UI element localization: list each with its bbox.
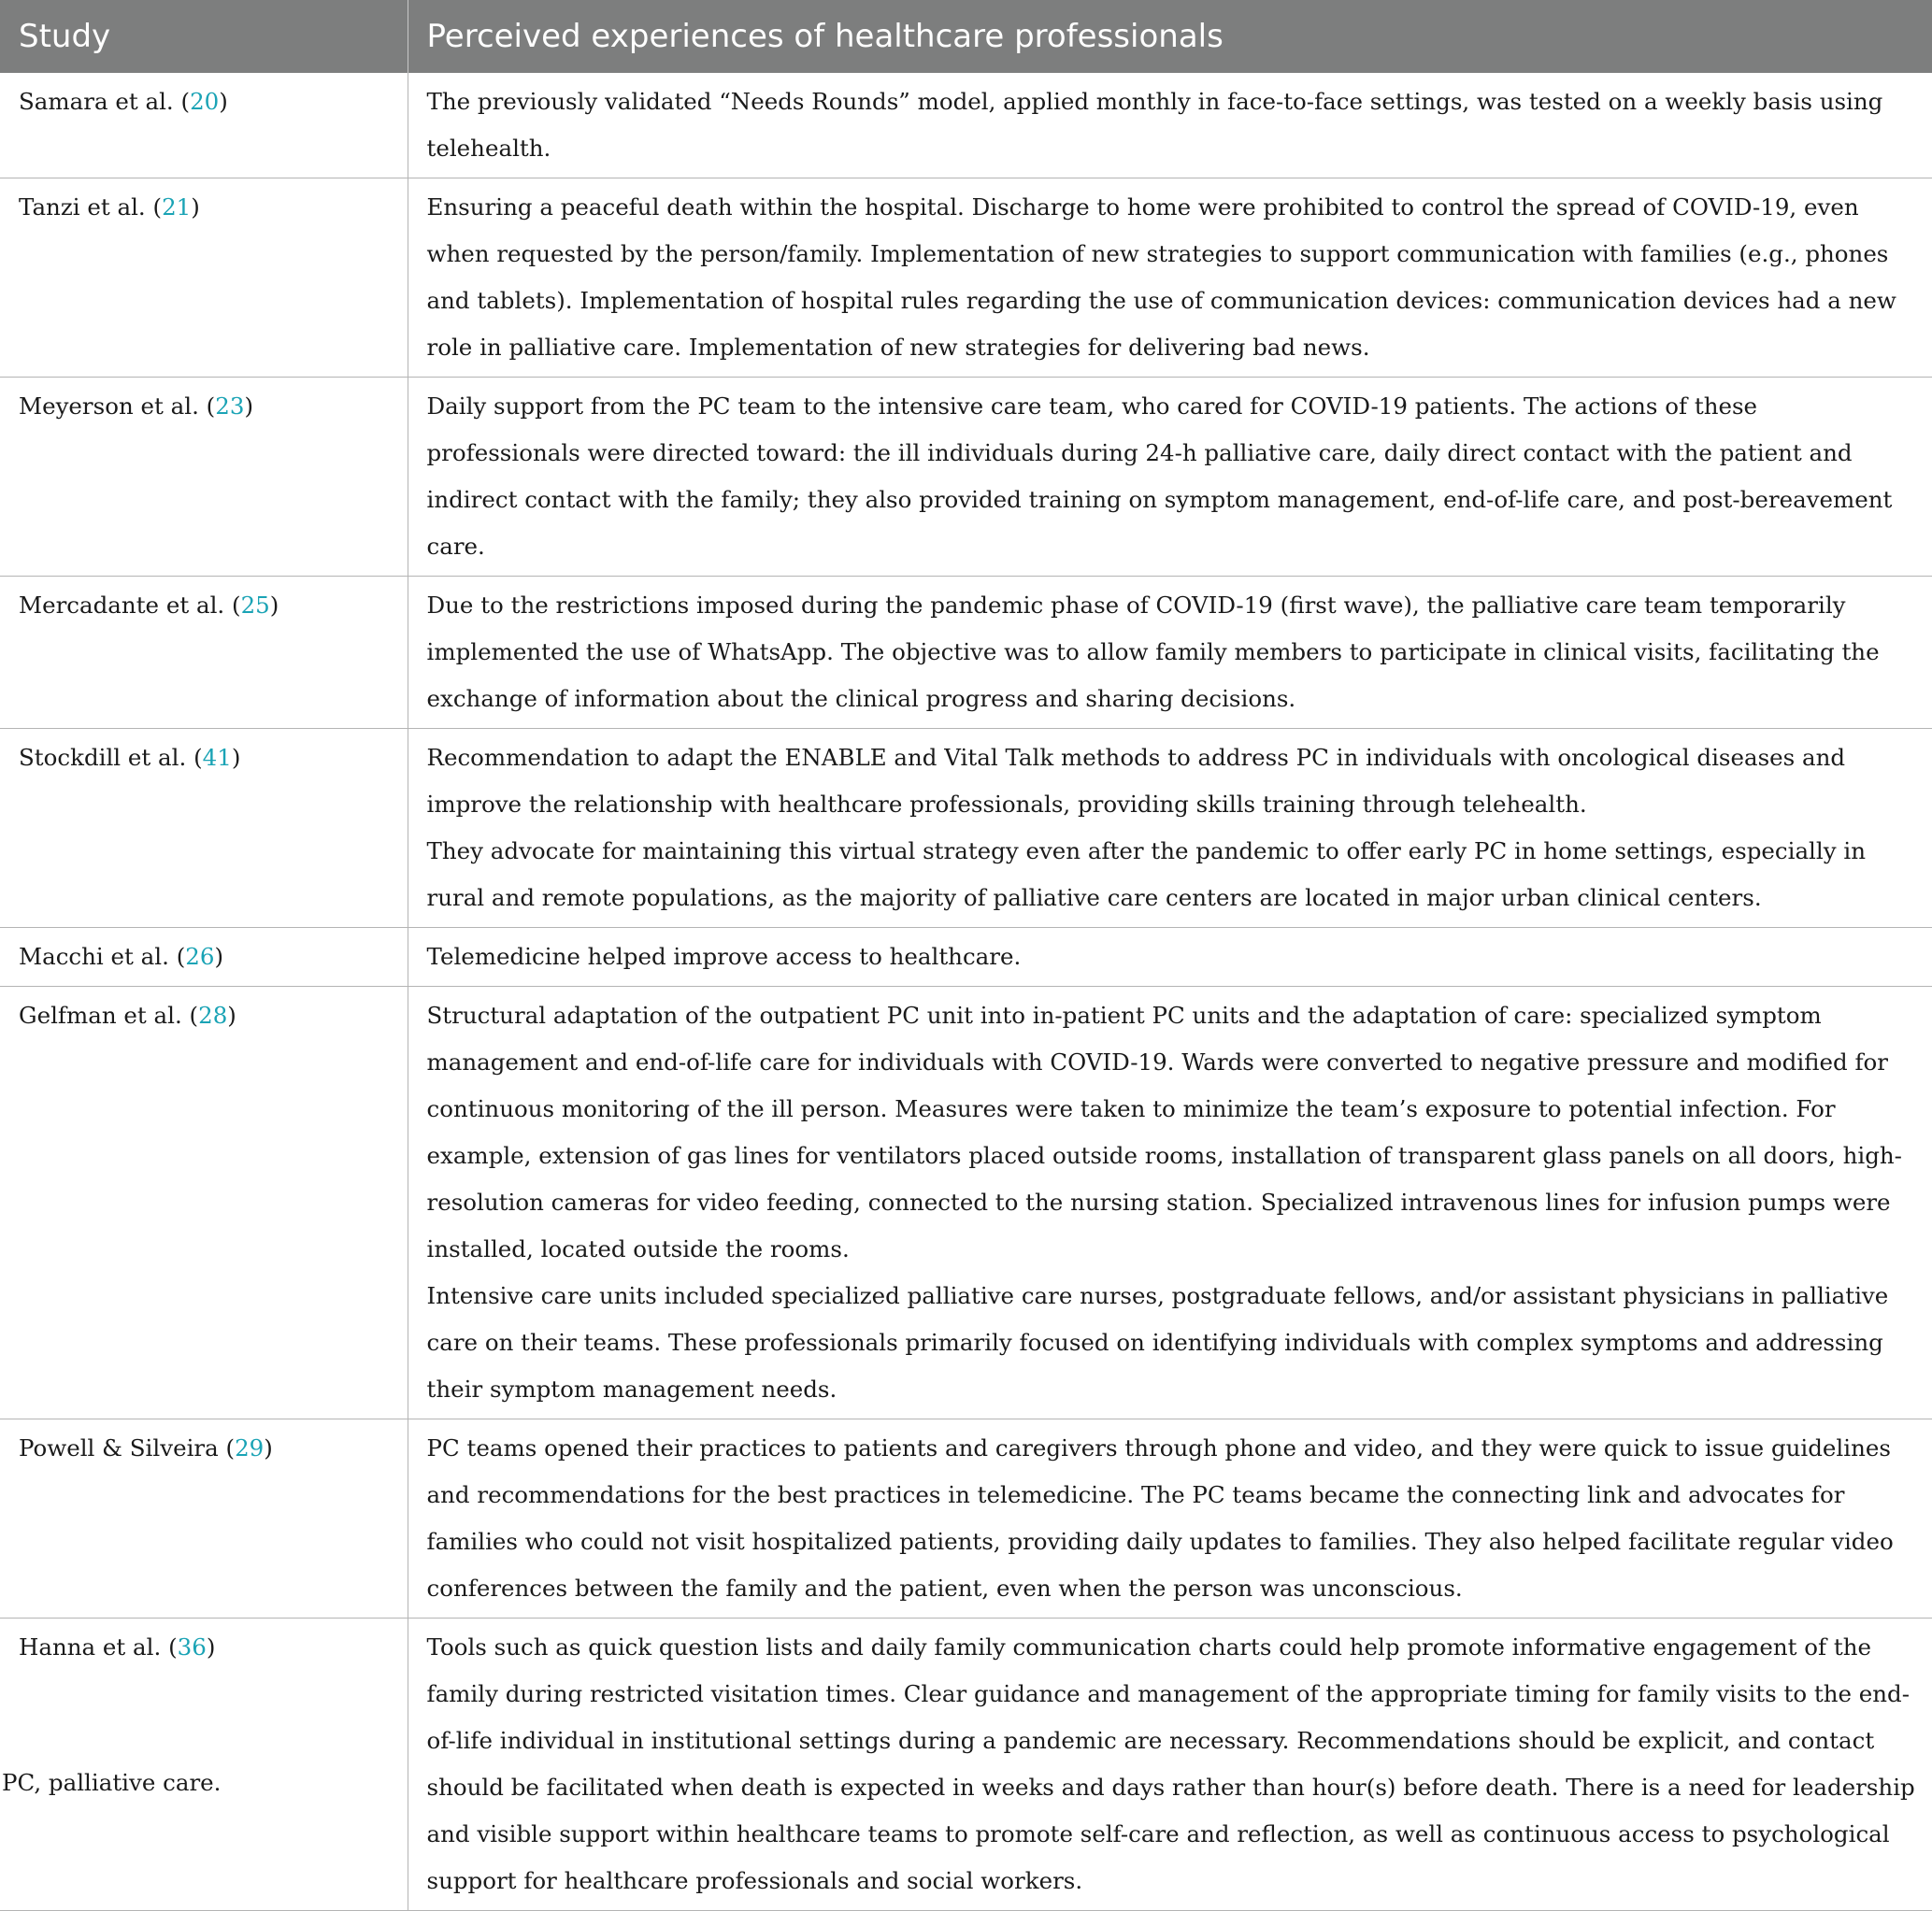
table-row [0, 729, 1932, 928]
table-row [0, 577, 1932, 729]
experience-paragraph: Daily support from the PC team to the intensive care team, who cared for COVID-19 patients. The actions of these professionals were directed toward: the ill individuals during 24-h palliative care, daily direct contact with the patient and indirect contact with the family; they also provided training on symptom management, end-of-life care, and post-bereavement care. [426, 392, 1893, 560]
table-row [0, 928, 1932, 987]
study-cell: Mercadante et al. (25) [0, 577, 408, 729]
experience-paragraph: Recommendation to adapt the ENABLE and Vital Talk methods to address PC in individuals with oncological diseases and improve the relationship with healthcare professionals, providing skills training through telehealth. [426, 744, 1846, 818]
study-author: Stockdill et al. [19, 744, 187, 771]
reference-link[interactable]: 20 [190, 88, 220, 115]
table-header [0, 0, 1932, 73]
study-author: Samara et al. [19, 88, 174, 115]
experience-paragraph: Telemedicine helped improve access to healthcare. [426, 943, 1022, 970]
experience-paragraph: They advocate for maintaining this virtual strategy even after the pandemic to offer early PC in home settings, especially in rural and remote populations, as the majority of palliative care centers are located in major urban clinical centers. [426, 837, 1866, 911]
study-author: Hanna et al. [19, 1633, 162, 1661]
reference-link[interactable]: 25 [240, 592, 270, 619]
experience-cell [408, 1419, 1932, 1619]
experience-cell [408, 987, 1932, 1419]
experience-cell [408, 577, 1932, 729]
reference-link[interactable]: 26 [185, 943, 215, 970]
study-author: Powell & Silveira [19, 1434, 219, 1462]
experience-paragraph: The previously validated “Needs Rounds” model, applied monthly in face-to-face settings, was tested on a weekly basis using telehealth. [426, 88, 1883, 162]
experience-cell [408, 378, 1932, 577]
study-cell: Macchi et al. (26) [0, 928, 408, 987]
study-cell: Hanna et al. (36) [0, 1619, 408, 1911]
table-row [0, 178, 1932, 378]
table-row [0, 1419, 1932, 1619]
study-cell: Stockdill et al. (41) [0, 729, 408, 928]
study-author: Meyerson et al. [19, 392, 199, 420]
column-header-experiences: Perceived experiences of healthcare professionals [408, 0, 1932, 73]
study-cell: Meyerson et al. (23) [0, 378, 408, 577]
experience-paragraph: Structural adaptation of the outpatient PC unit into in-patient PC units and the adaptation of care: specialized symptom management and end-of-life care for individuals with COVID-19. Wards were converted to negative pressure and modified for continuous monitoring of the ill person. Measures were taken to minimize the team’s exposure to potential infection. For example, extension of gas lines for ventilators placed outside rooms, installation of transparent glass panels on all doors, high-resolution cameras for video feeding, connected to the nursing station. Specialized intravenous lines for infusion pumps were installed, located outside the rooms. [426, 1002, 1902, 1262]
experience-cell [408, 729, 1932, 928]
study-cell: Gelfman et al. (28) [0, 987, 408, 1419]
experience-paragraph: PC teams opened their practices to patients and caregivers through phone and video, and they were quick to issue guidelines and recommendations for the best practices in telemedicine. The PC teams became the connecting link and advocates for families who could not visit hospitalized patients, providing daily updates to families. They also helped facilitate regular video conferences between the family and the patient, even when the person was unconscious. [426, 1434, 1894, 1602]
study-author: Gelfman et al. [19, 1002, 182, 1029]
table-row [0, 1619, 1932, 1911]
table-row [0, 73, 1932, 178]
reference-link[interactable]: 41 [202, 744, 232, 771]
study-cell: Samara et al. (20) [0, 73, 408, 178]
column-header-study: Study [0, 0, 408, 73]
reference-link[interactable]: 21 [162, 193, 192, 221]
reference-link[interactable]: 28 [198, 1002, 228, 1029]
study-cell: Powell & Silveira (29) [0, 1419, 408, 1619]
table-body [0, 73, 1932, 1911]
reference-link[interactable]: 29 [235, 1434, 265, 1462]
reference-link[interactable]: 23 [215, 392, 245, 420]
experience-cell [408, 928, 1932, 987]
experience-cell [408, 178, 1932, 378]
study-author: Mercadante et al. [19, 592, 225, 619]
experience-paragraph: Due to the restrictions imposed during the pandemic phase of COVID-19 (first wave), the palliative care team temporarily implemented the use of WhatsApp. The objective was to allow family members to participate in clinical visits, facilitating the exchange of information about the clinical progress and sharing decisions. [426, 592, 1880, 712]
table-row [0, 378, 1932, 577]
experience-paragraph: Tools such as quick question lists and daily family communication charts could help promote informative engagement of the family during restricted visitation times. Clear guidance and management of the appropriate timing for family visits to the end-of-life individual in institutional settings during a pandemic are necessary. Recommendations should be explicit, and contact should be facilitated when death is expected in weeks and days rather than hour(s) before death. There is a need for leadership and visible support within healthcare teams to promote self-care and reflection, as well as continuous access to psychological support for healthcare professionals and social workers. [426, 1633, 1915, 1894]
reference-link[interactable]: 36 [177, 1633, 207, 1661]
study-author: Tanzi et al. [19, 193, 146, 221]
experience-paragraph: Intensive care units included specialized palliative care nurses, postgraduate fellows, and/or assistant physicians in palliative care on their teams. These professionals primarily focused on identifying individuals with complex symptoms and addressing their symptom management needs. [426, 1282, 1889, 1403]
experience-paragraph: Ensuring a peaceful death within the hospital. Discharge to home were prohibited to control the spread of COVID-19, even when requested by the person/family. Implementation of new strategies to support communication with families (e.g., phones and tablets). Implementation of hospital rules regarding the use of communication devices: communication devices had a new role in palliative care. Implementation of new strategies for delivering bad news. [426, 193, 1896, 361]
table-row [0, 987, 1932, 1419]
study-cell: Tanzi et al. (21) [0, 178, 408, 378]
experience-cell [408, 1619, 1932, 1911]
study-author: Macchi et al. [19, 943, 169, 970]
table-footnote: PC, palliative care. [2, 1769, 222, 1796]
header-row [0, 0, 1932, 73]
experience-cell [408, 73, 1932, 178]
